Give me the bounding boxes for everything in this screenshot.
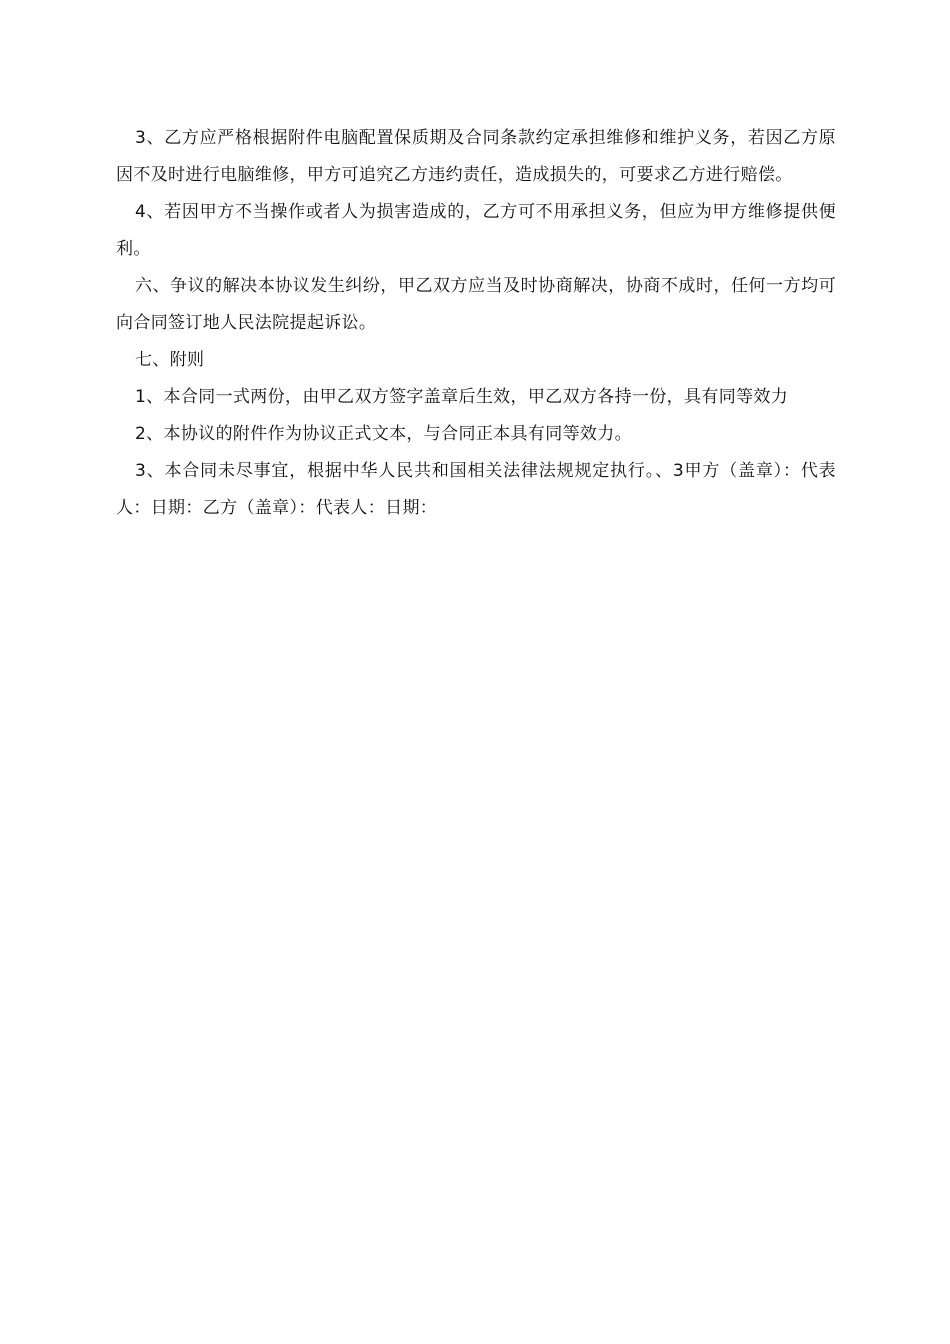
paragraph-attachment-validity: 2、本协议的附件作为协议正式文本，与合同正本具有同等效力。 [135, 424, 632, 444]
paragraph-copies-effect: 1、本合同一式两份，由甲乙双方签字盖章后生效，甲乙双方各持一份，具有同等效力 [135, 387, 789, 407]
paragraph-improper-operation: 4、若因甲方不当操作或者人为损害造成的，乙方可不用承担义务，但应为甲方维修提供便利。 [116, 202, 836, 259]
document-body [116, 120, 836, 527]
paragraph-dispute-resolution: 六、争议的解决本协议发生纠纷，甲乙双方应当及时协商解决，协商不成时，任何一方均可向合同签订地人民法院提起诉讼。 [116, 276, 836, 333]
section-heading-supplementary: 七、附则 [135, 350, 205, 370]
paragraph-repair-obligation: 3、乙方应严格根据附件电脑配置保质期及合同条款约定承担维修和维护义务，若因乙方原因不及时进行电脑维修，甲方可追究乙方违约责任，造成损失的，可要求乙方进行赔偿。 [116, 128, 836, 185]
paragraph-unresolved-matters-signatures: 3、本合同未尽事宜，根据中华人民共和国相关法律法规规定执行。、3甲方（盖章）：代表人：日期：乙方（盖章）：代表人：日期： [116, 461, 836, 518]
